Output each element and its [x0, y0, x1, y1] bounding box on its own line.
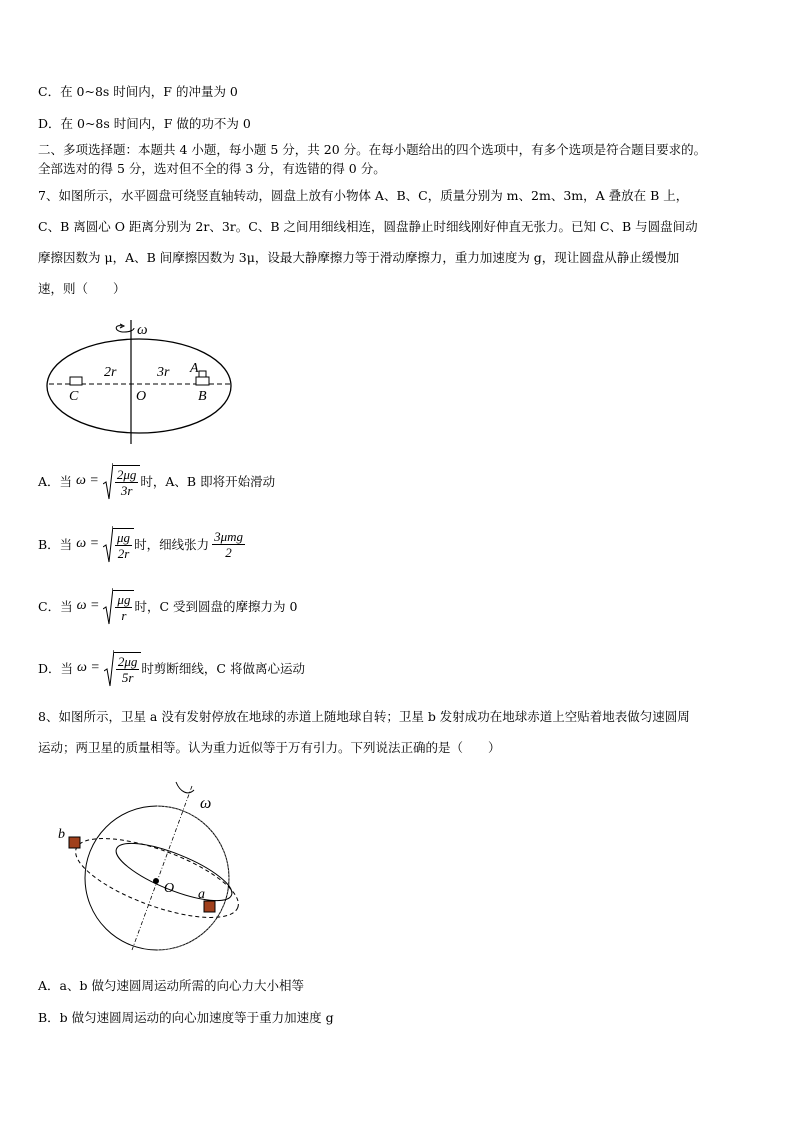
- q7-stem-line2: C、B 离圆心 O 距离分别为 2r、3r。C、B 之间用细线相连，圆盘静止时细线刚好伸直无张力。已知 C、B 与圆盘间动: [38, 219, 698, 234]
- fraction-numerator: μg: [117, 591, 131, 607]
- satellite-b: [69, 837, 80, 848]
- q7-stem-line3: 摩擦因数为 μ，A、B 间摩擦因数为 3μ，设最大静摩擦力等于滑动摩擦力，重力加速度为 g，现让圆盘从静止缓慢加: [38, 250, 680, 265]
- block-c: [70, 377, 82, 385]
- omega-symbol: ω =: [77, 660, 100, 675]
- option-prefix: C．当: [38, 599, 73, 614]
- label-o: O: [164, 881, 175, 896]
- prev-option-d: D．在 0~8s 时间内，F 做的功不为 0: [38, 116, 251, 131]
- omega-symbol: ω =: [76, 473, 99, 488]
- satellite-a: [204, 901, 215, 912]
- q8-stem-line2: 运动；两卫星的质量相等。认为重力近似等于万有引力。下列说法正确的是（ ）: [38, 740, 501, 755]
- fraction-denominator: r: [121, 607, 127, 623]
- fraction-numerator: μg: [117, 529, 131, 545]
- q7-option-d: [38, 649, 305, 687]
- fraction-denominator: 3r: [120, 482, 133, 498]
- distance-3r-label: 3r: [157, 365, 170, 380]
- disc: [47, 339, 231, 433]
- option-suffix: 时剪断细线，C 将做离心运动: [141, 661, 305, 676]
- option-prefix: B．当: [38, 537, 73, 552]
- earth-center: [153, 878, 159, 884]
- label-a: a: [198, 887, 205, 902]
- earth-sphere: [85, 806, 229, 950]
- section2-instruction-line2: 全部选对的得 5 分，选对但不全的得 3 分，有选错的得 0 分。: [38, 161, 386, 176]
- sqrt-expression: [104, 649, 142, 687]
- q8-option-a: A．a、b 做匀速圆周运动所需的向心力大小相等: [38, 978, 304, 993]
- option-prefix: D．当: [38, 661, 74, 676]
- tension-fraction: [212, 529, 245, 560]
- q7-option-c: [38, 587, 297, 625]
- omega-label: ω: [137, 322, 148, 338]
- q8-stem-line1: 8、如图所示，卫星 a 没有发射停放在地球的赤道上随地球自转；卫星 b 发射成功在地球赤道上空贴着地表做匀速圆周: [38, 709, 690, 724]
- omega-symbol: ω =: [76, 536, 100, 551]
- q7-stem-line1: 7、如图所示，水平圆盘可绕竖直轴转动，圆盘上放有小物体 A、B、C，质量分别为 m、2m、3m，A 叠放在 B 上，: [38, 188, 689, 203]
- fraction-numerator: 3μmg: [214, 528, 243, 544]
- q8-earth-figure: [52, 780, 252, 960]
- q7-option-b: [38, 525, 245, 563]
- equator-a: [110, 832, 238, 912]
- label-b: b: [58, 827, 65, 842]
- fraction-numerator: 2μg: [117, 653, 138, 669]
- option-suffix: 时，C 受到圆盘的摩擦力为 0: [134, 599, 298, 614]
- option-suffix: 时，细线张力: [134, 537, 210, 552]
- prev-option-c: C．在 0~8s 时间内，F 的冲量为 0: [38, 84, 238, 99]
- omega-label: ω: [200, 795, 212, 812]
- label-a: A: [190, 361, 199, 376]
- sqrt-expression: [103, 587, 134, 625]
- distance-2r-label: 2r: [104, 365, 117, 380]
- option-prefix: A．当: [38, 474, 73, 489]
- section2-instruction-line1: 二、多项选择题：本题共 4 小题，每小题 5 分，共 20 分。在每小题给出的四个选项中，有多个选项是符合题目要求的。: [38, 142, 707, 157]
- omega-symbol: ω =: [76, 598, 100, 613]
- block-b: [196, 377, 209, 385]
- q7-option-a: [38, 462, 275, 500]
- label-o: O: [136, 389, 147, 404]
- q7-disc-figure: [44, 318, 234, 446]
- option-suffix: 时，A、B 即将开始滑动: [140, 474, 276, 489]
- sqrt-expression: [103, 462, 141, 500]
- fraction-denominator: 2: [225, 544, 232, 560]
- sqrt-expression: [103, 525, 134, 563]
- q7-stem-line4: 速，则（ ）: [38, 281, 126, 296]
- q8-option-b: B．b 做匀速圆周运动的向心加速度等于重力加速度 g: [38, 1010, 334, 1025]
- orbit-b: [67, 822, 248, 933]
- fraction-denominator: 5r: [121, 669, 134, 685]
- fraction-denominator: 2r: [117, 545, 130, 561]
- label-b: B: [198, 389, 207, 404]
- fraction-numerator: 2μg: [116, 466, 137, 482]
- block-a: [199, 371, 206, 377]
- label-c: C: [69, 389, 79, 404]
